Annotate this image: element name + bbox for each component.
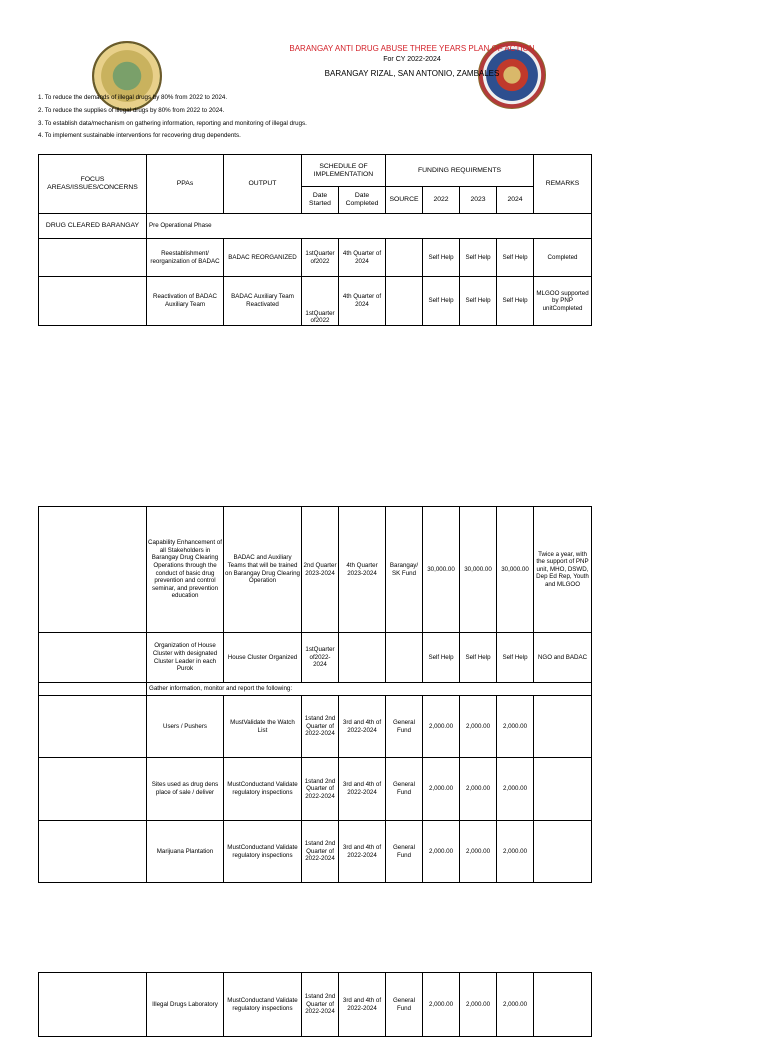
funding-2024-cell: 2,000.00 (497, 758, 534, 821)
table-row (39, 239, 592, 277)
table-row (39, 758, 592, 821)
source-cell (386, 239, 423, 277)
table-row (39, 633, 592, 683)
funding-2022-cell: Self Help (423, 633, 460, 683)
funding-2024-cell: Self Help (497, 239, 534, 277)
source-cell (386, 633, 423, 683)
header-source: SOURCE (386, 187, 423, 214)
funding-2022-cell: Self Help (423, 239, 460, 277)
header-year-2022: 2022 (423, 187, 460, 214)
funding-2024-cell: 30,000.00 (497, 507, 534, 633)
objective-item: 3. To establish data/mechanism on gathering information, reporting and monitoring of illegal drugs. (38, 119, 307, 127)
date-started-cell: 1stand 2nd Quarter of 2022-2024 (302, 758, 339, 821)
date-completed-cell: 3rd and 4th of 2022-2024 (339, 821, 386, 883)
header-remarks: REMARKS (534, 155, 592, 214)
date-completed-cell: 4th Quarter 2023-2024 (339, 507, 386, 633)
funding-2022-cell: Self Help (423, 277, 460, 326)
table-row (39, 821, 592, 883)
source-cell: General Fund (386, 973, 423, 1037)
focus-cell (39, 821, 147, 883)
funding-2022-cell: 30,000.00 (423, 507, 460, 633)
ppa-cell: Illegal Drugs Laboratory (147, 973, 224, 1037)
focus-cell (39, 277, 147, 326)
remarks-cell (534, 973, 592, 1037)
output-cell: MustValidate the Watch List (224, 696, 302, 758)
header-output: OUTPUT (224, 155, 302, 214)
header-ppas: PPAs (147, 155, 224, 214)
header-date-completed: Date Completed (339, 187, 386, 214)
funding-2023-cell: 2,000.00 (460, 758, 497, 821)
funding-2024-cell: Self Help (497, 633, 534, 683)
remarks-cell (534, 758, 592, 821)
funding-2023-cell: Self Help (460, 277, 497, 326)
ppa-cell: Sites used as drug dens place of sale / deliver (147, 758, 224, 821)
funding-2022-cell: 2,000.00 (423, 821, 460, 883)
gather-info-note: Gather information, monitor and report the following: (147, 683, 592, 696)
output-cell: BADAC Auxiliary Team Reactivated (224, 277, 302, 326)
remarks-cell: Completed (534, 239, 592, 277)
funding-2022-cell: 2,000.00 (423, 973, 460, 1037)
remarks-cell: MLGOO supported by PNP unitCompleted (534, 277, 592, 326)
funding-2024-cell: Self Help (497, 277, 534, 326)
date-started-cell: 1stand 2nd Quarter of 2022-2024 (302, 973, 339, 1037)
funding-2023-cell: Self Help (460, 633, 497, 683)
date-completed-cell: 4th Quarter of 2024 (339, 239, 386, 277)
source-cell: General Fund (386, 758, 423, 821)
output-cell: House Cluster Organized (224, 633, 302, 683)
output-cell: BADAC REORGANIZED (224, 239, 302, 277)
header-funding: FUNDING REQUIRMENTS (386, 155, 534, 187)
objective-item: 1. To reduce the demands of illegal drugs by 80% from 2022 to 2024. (38, 94, 228, 101)
remarks-cell (534, 696, 592, 758)
objective-item: 2. To reduce the supplies of illegal drugs by 80% from 2022 to 2024. (38, 106, 225, 114)
output-cell: BADAC and Auxiliary Teams that will be trained on Barangay Drug Clearing Operation (224, 507, 302, 633)
ppa-cell: Reactivation of BADAC Auxiliary Team (147, 277, 224, 326)
date-completed-cell: 3rd and 4th of 2022-2024 (339, 696, 386, 758)
document-title: BARANGAY ANTI DRUG ABUSE THREE YEARS PLAN OF ACTION (289, 44, 535, 53)
focus-area-cell: DRUG CLEARED BARANGAY (39, 214, 147, 239)
date-started-cell: 1stQuarter of2022 (302, 239, 339, 277)
phase-label: Pre Operational Phase (147, 214, 592, 239)
funding-2024-cell: 2,000.00 (497, 973, 534, 1037)
document-location: BARANGAY RIZAL, SAN ANTONIO, ZAMBALES (324, 69, 500, 78)
source-cell: Barangay/ SK Fund (386, 507, 423, 633)
focus-cell (39, 683, 147, 696)
date-completed-cell: 3rd and 4th of 2022-2024 (339, 973, 386, 1037)
focus-cell (39, 973, 147, 1037)
funding-2024-cell: 2,000.00 (497, 696, 534, 758)
ppa-cell: Capability Enhancement of all Stakeholders in Barangay Drug Clearing Operations through the conduct of basic drug prevention and control seminar, and prevention education (147, 507, 224, 633)
ppa-cell: Organization of House Cluster with designated Cluster Leader in each Purok (147, 633, 224, 683)
output-cell: MustConductand Validate regulatory inspections (224, 973, 302, 1037)
funding-2023-cell: Self Help (460, 239, 497, 277)
date-started-cell: 1stQuarter of2022 (302, 277, 339, 326)
focus-cell (39, 696, 147, 758)
remarks-cell (534, 821, 592, 883)
date-completed-cell (339, 633, 386, 683)
objective-item: 4. To implement sustainable interventions for recovering drug dependents. (38, 132, 241, 140)
focus-cell (39, 507, 147, 633)
output-cell: MustConductand Validate regulatory inspections (224, 758, 302, 821)
date-completed-cell: 3rd and 4th of 2022-2024 (339, 758, 386, 821)
header-date-started: Date Started (302, 187, 339, 214)
remarks-cell: NGO and BADAC (534, 633, 592, 683)
table-row (39, 507, 592, 633)
date-completed-cell: 4th Quarter of 2024 (339, 277, 386, 326)
header-year-2024: 2024 (497, 187, 534, 214)
table-row (39, 277, 592, 326)
plan-table-section-1 (38, 154, 592, 326)
remarks-cell: Twice a year, with the support of PNP unit, MHO, DSWD, Dep Ed Rep, Youth and MLGOO (534, 507, 592, 633)
date-started-cell: 2nd Quarter 2023-2024 (302, 507, 339, 633)
funding-2023-cell: 2,000.00 (460, 696, 497, 758)
focus-cell (39, 633, 147, 683)
objectives-list (38, 92, 458, 143)
funding-2022-cell: 2,000.00 (423, 758, 460, 821)
plan-table-section-3 (38, 972, 592, 1037)
date-started-cell: 1stand 2nd Quarter of 2022-2024 (302, 821, 339, 883)
date-started-cell: 1stQuarter of2022-2024 (302, 633, 339, 683)
source-cell (386, 277, 423, 326)
funding-2023-cell: 2,000.00 (460, 973, 497, 1037)
source-cell: General Fund (386, 696, 423, 758)
ppa-cell: Users / Pushers (147, 696, 224, 758)
document-period: For CY 2022-2024 (383, 56, 441, 63)
funding-2024-cell: 2,000.00 (497, 821, 534, 883)
header-schedule: SCHEDULE OF IMPLEMENTATION (302, 155, 386, 187)
source-cell: General Fund (386, 821, 423, 883)
funding-2022-cell: 2,000.00 (423, 696, 460, 758)
table-row (39, 973, 592, 1037)
ppa-cell: Marijuana Plantation (147, 821, 224, 883)
header-focus: FOCUS AREAS/ISSUES/CONCERNS (39, 155, 147, 214)
focus-cell (39, 758, 147, 821)
table-row (39, 696, 592, 758)
funding-2023-cell: 30,000.00 (460, 507, 497, 633)
plan-table-section-2 (38, 506, 592, 883)
output-cell: MustConductand Validate regulatory inspections (224, 821, 302, 883)
date-started-cell: 1stand 2nd Quarter of 2022-2024 (302, 696, 339, 758)
ppa-cell: Reestablishment/ reorganization of BADAC (147, 239, 224, 277)
focus-cell (39, 239, 147, 277)
header-year-2023: 2023 (460, 187, 497, 214)
funding-2023-cell: 2,000.00 (460, 821, 497, 883)
